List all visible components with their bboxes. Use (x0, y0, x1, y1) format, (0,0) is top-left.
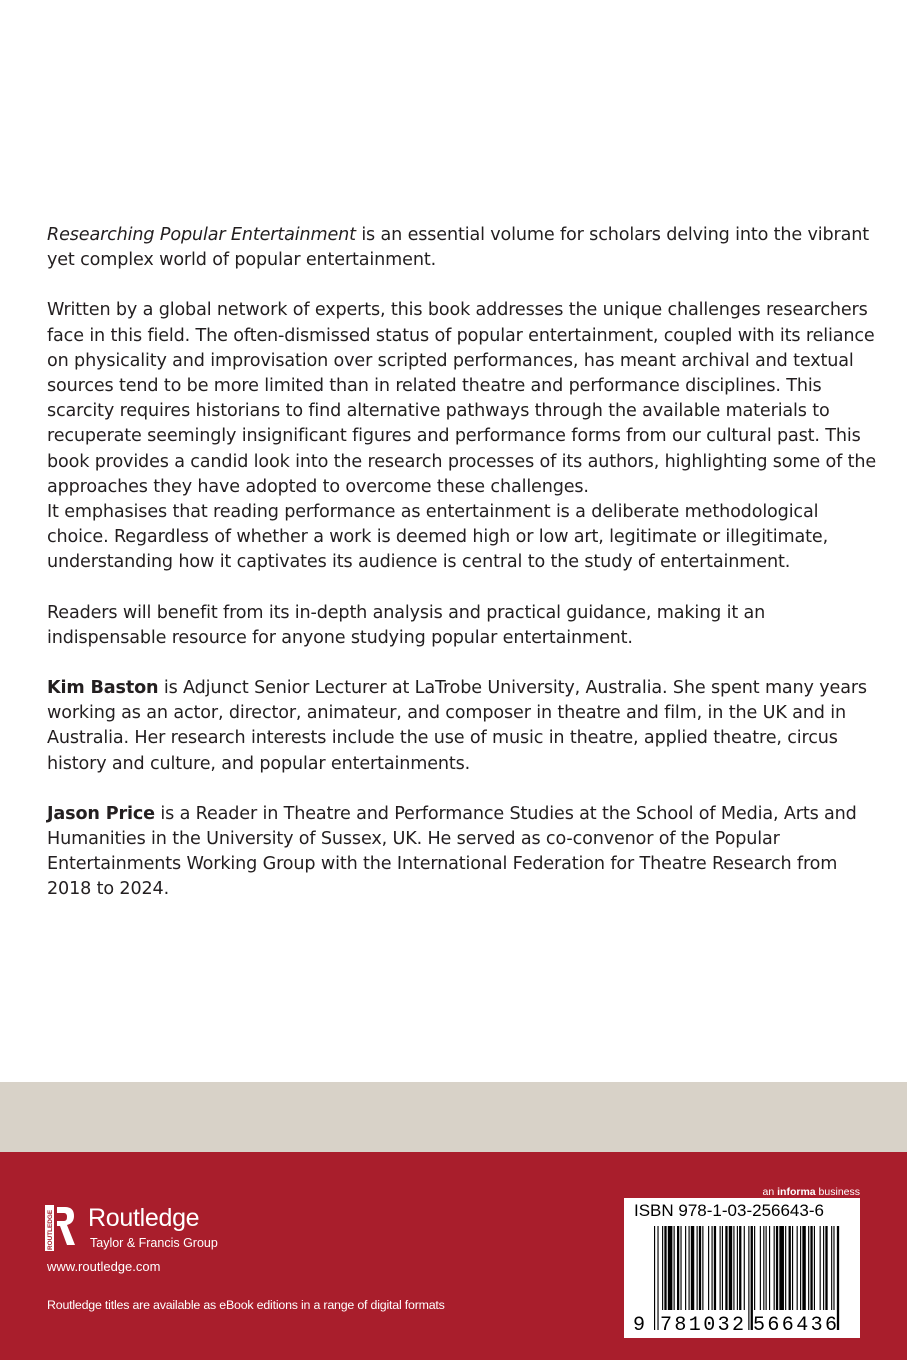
barcode-bar (789, 1226, 791, 1310)
author-name: Jason Price (47, 803, 155, 824)
barcode-bar (680, 1226, 681, 1310)
barcode-bar (699, 1226, 701, 1310)
barcode-bar (668, 1226, 673, 1310)
logo-vertical-text: ROUTLEDGE (46, 1209, 54, 1250)
barcode-bar (662, 1226, 663, 1310)
barcode-digits-right: 566436 (753, 1314, 837, 1337)
barcode-bar (766, 1226, 767, 1310)
barcode-bar (785, 1226, 786, 1310)
barcode-bar (825, 1226, 827, 1310)
barcode-bar (720, 1226, 721, 1310)
grey-band (0, 1082, 907, 1152)
publisher-website[interactable]: www.routledge.com (47, 1259, 161, 1274)
author-bio-1: Kim Baston is Adjunct Senior Lecturer at LaTrobe University, Australia. She spent many years working as an actor, director, animateur, and composer in theatre and film, in the UK and in Australia. Her research interests include the use of music in theatre, applied theatre, circus history and culture, and popular entertainments. (47, 678, 867, 774)
publisher-group: Taylor & Francis Group (90, 1236, 218, 1250)
barcode-bar (722, 1226, 723, 1310)
barcode-bar (797, 1226, 798, 1310)
barcode-bar (712, 1226, 713, 1310)
barcode-bar (714, 1226, 716, 1310)
barcode-digit-first: 9 (633, 1314, 646, 1337)
barcode-bar (792, 1226, 793, 1310)
barcode-bar (800, 1226, 801, 1310)
barcode-bar (674, 1226, 675, 1310)
ebook-note: Routledge titles are available as eBook editions in a range of digital formats (47, 1298, 445, 1312)
barcode-bar (733, 1226, 734, 1310)
barcode-bar (725, 1226, 727, 1310)
book-title: Researching Popular Entertainment (47, 225, 356, 245)
barcode-bar (691, 1226, 694, 1310)
author-bio-2: Jason Price is a Reader in Theatre and Performance Studies at the School of Media, Arts and Humanities in the University of Sussex, UK. He served as co-convenor of the Popular Entertainments Working Group with the International Federation for Theatre Research from 2018 to 2024. (47, 803, 857, 900)
blurb-paragraph-4: Readers will benefit from its in-depth analysis and practical guidance, making it an indispensable resource for anyone studying popular entertainment. (47, 602, 766, 648)
barcode-bar (820, 1226, 821, 1310)
barcode-bar (654, 1226, 655, 1330)
barcode-bar (814, 1226, 815, 1310)
barcode-bar (744, 1226, 745, 1310)
barcode-bar (754, 1226, 755, 1310)
barcode-bar (737, 1226, 738, 1310)
barcode-bars (624, 1198, 860, 1338)
barcode-bar (837, 1226, 839, 1330)
barcode (624, 1198, 860, 1338)
barcode-bar (831, 1226, 832, 1310)
barcode-bar (685, 1226, 686, 1310)
isbn-label: ISBN 978-1-03-256643-6 (634, 1201, 824, 1220)
barcode-bar (776, 1226, 778, 1310)
barcode-bar (677, 1226, 679, 1310)
publisher-name: Routledge (88, 1204, 200, 1232)
author-name: Kim Baston (47, 678, 159, 699)
barcode-bar (702, 1226, 703, 1310)
barcode-bar (708, 1226, 709, 1310)
blurb-intro: Researching Popular Entertainment is an essential volume for scholars delving into the vibrant yet complex world of popular entertainment. (47, 225, 870, 271)
barcode-bar (774, 1226, 775, 1310)
blurb (47, 223, 877, 928)
blurb-paragraph-2: Written by a global network of experts, this book addresses the unique challenges researchers face in this field. The often-dismissed status of popular entertainment, coupled with its reliance on physicality and improvisation over scripted performances, has meant archival and textual sources tend to be more limited than in related theatre and performance disciplines. This scarcity requires historians to find alternative pathways through the available materials to recuperate seemingly insignificant figures and performance forms from our cultural past. This book provides a candid look into the research processes of its authors, highlighting some of the approaches they have adopted to overcome these challenges. (47, 300, 877, 497)
barcode-bar (729, 1226, 732, 1310)
barcode-bar (810, 1226, 812, 1310)
barcode-bar (802, 1226, 805, 1310)
barcode-bar (697, 1226, 698, 1310)
routledge-r-icon (45, 1205, 75, 1251)
barcode-bar (833, 1226, 834, 1310)
barcode-bar (689, 1226, 690, 1310)
blurb-paragraph-3: It emphasises that reading performance as entertainment is a deliberate methodological choice. Regardless of whether a work is deemed high or low art, legitimate or illegitimate, understanding how it captivates its audience is central to the study of entertainment. (47, 502, 829, 573)
barcode-bar (748, 1226, 749, 1330)
informa-business-line: an informa business (762, 1186, 860, 1198)
informa-brand: informa (777, 1186, 816, 1198)
barcode-bar (739, 1226, 741, 1310)
barcode-bar (769, 1226, 770, 1310)
barcode-bar (763, 1226, 764, 1310)
barcode-bar (760, 1226, 761, 1310)
barcode-bar (664, 1226, 666, 1310)
barcode-bar (808, 1226, 809, 1310)
barcode-bar (657, 1226, 658, 1330)
barcode-bar (823, 1226, 824, 1310)
barcode-bar (779, 1226, 784, 1310)
barcode-digits-left: 781032 (660, 1314, 744, 1337)
